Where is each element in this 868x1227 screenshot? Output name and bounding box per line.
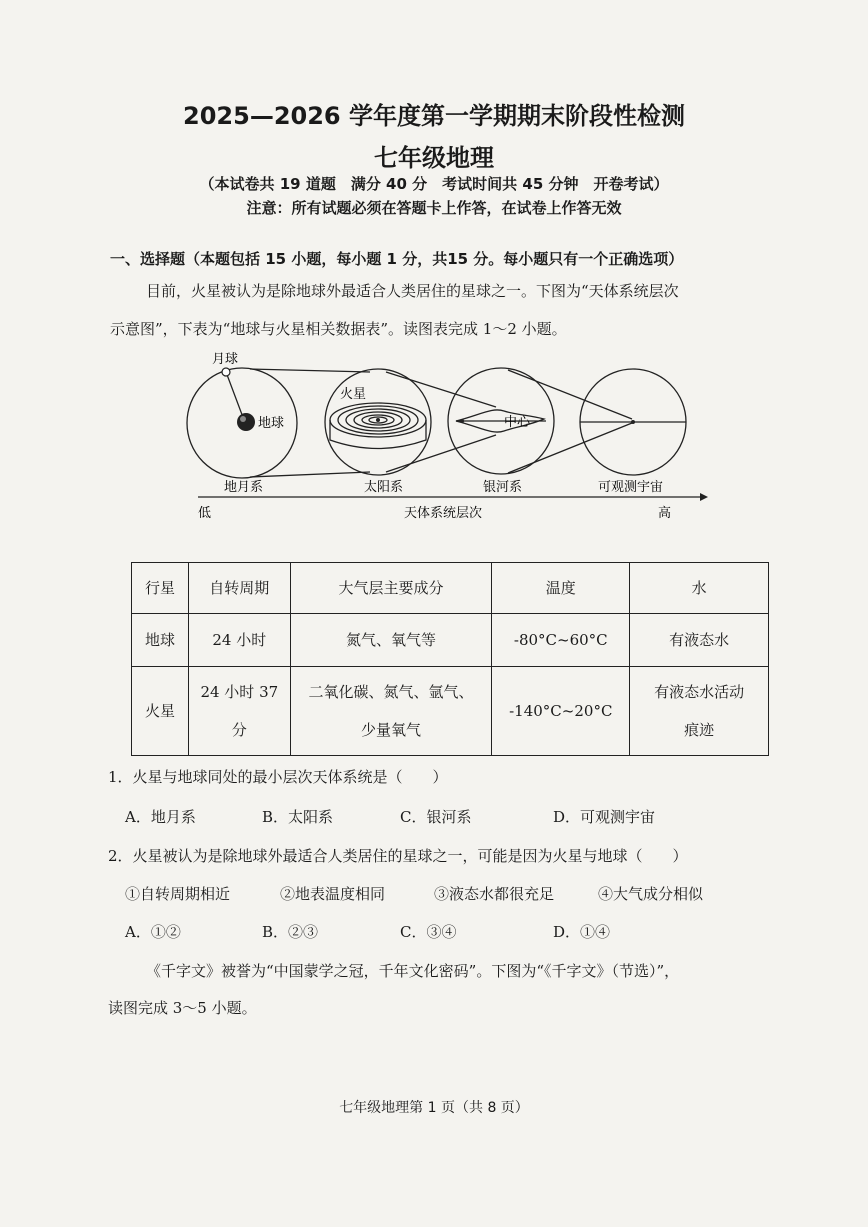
table-cell: 地球 bbox=[132, 614, 189, 667]
question-2-stem: 2．火星被认为是除地球外最适合人类居住的星球之一，可能是因为火星与地球（ ） bbox=[108, 847, 688, 865]
table-cell: 火星 bbox=[132, 667, 189, 756]
exam-info: （本试卷共 19 道题 满分 40 分 考试时间共 45 分钟 开卷考试） bbox=[199, 175, 669, 193]
table-cell: 24 小时 bbox=[188, 614, 290, 667]
axis-low: 低 bbox=[198, 506, 212, 521]
passage-2-line-1: 《千字文》被誉为“中国蒙学之冠，千年文化密码”。下图为“《千字文》（节选）”， bbox=[146, 962, 680, 980]
q2-statement-3: ③液态水都很充足 bbox=[434, 885, 555, 903]
table-cell: 氮气、氧气等 bbox=[290, 614, 492, 667]
page-footer: 七年级地理第 1 页（共 8 页） bbox=[339, 1100, 529, 1116]
cell-line: 分 bbox=[231, 721, 247, 739]
table-cell bbox=[630, 667, 769, 756]
table-cell: 有液态水 bbox=[630, 614, 769, 667]
cell-line: 二氧化碳、氮气、氩气、 bbox=[308, 683, 474, 701]
q1-option-b: B．太阳系 bbox=[262, 808, 334, 826]
passage-2-line-2: 读图完成 3～5 小题。 bbox=[108, 999, 257, 1017]
earth-ball bbox=[237, 413, 255, 431]
axis-high: 高 bbox=[658, 506, 672, 521]
moon-dot bbox=[222, 368, 230, 376]
section-heading: 一、选择题（本题包括 15 小题，每小题 1 分，共15 分。每小题只有一个正确选项） bbox=[110, 250, 684, 268]
cell-line: 痕迹 bbox=[684, 721, 715, 739]
celestial-system-diagram bbox=[180, 345, 710, 525]
label-center: 中心 bbox=[504, 415, 531, 430]
table-row bbox=[132, 667, 769, 756]
q1-option-d: D．可观测宇宙 bbox=[553, 808, 656, 826]
exam-notice bbox=[0, 197, 868, 218]
notice-label: 注意： bbox=[246, 199, 292, 217]
q2-statement-1: ①自转周期相近 bbox=[125, 885, 231, 903]
table-cell: -140°C~20°C bbox=[492, 667, 630, 756]
q2-option-c: C．③④ bbox=[400, 923, 457, 941]
cell-line: 24 小时 37 bbox=[200, 683, 279, 701]
q2-option-b: B．②③ bbox=[262, 923, 319, 941]
table-header-row bbox=[132, 563, 769, 614]
q2-option-a: A．①② bbox=[125, 923, 181, 941]
caption-solar: 太阳系 bbox=[364, 480, 404, 495]
q1-option-c: C．银河系 bbox=[400, 808, 472, 826]
cell-line: 少量氧气 bbox=[361, 721, 422, 739]
q2-statement-4: ④大气成分相似 bbox=[598, 885, 704, 903]
table-header: 大气层主要成分 bbox=[290, 563, 492, 614]
question-1-stem: 1．火星与地球同处的最小层次天体系统是（ ） bbox=[108, 768, 448, 786]
intro-line-2: 示意图”，下表为“地球与火星相关数据表”。读图表完成 1～2 小题。 bbox=[110, 320, 567, 338]
q1-option-a: A．地月系 bbox=[125, 808, 196, 826]
q2-statement-2: ②地表温度相同 bbox=[280, 885, 386, 903]
caption-galaxy: 银河系 bbox=[483, 480, 523, 495]
table-header: 行星 bbox=[132, 563, 189, 614]
table-header: 水 bbox=[630, 563, 769, 614]
table-cell bbox=[188, 667, 290, 756]
q2-option-d: D．①④ bbox=[553, 923, 611, 941]
subject-title: 七年级地理 bbox=[374, 144, 494, 172]
label-mars: 火星 bbox=[340, 387, 367, 402]
earth-mars-table bbox=[131, 562, 769, 756]
cell-line: 有液态水活动 bbox=[654, 683, 745, 701]
table-header: 自转周期 bbox=[188, 563, 290, 614]
caption-earth-moon: 地月系 bbox=[224, 480, 264, 495]
table-header: 温度 bbox=[492, 563, 630, 614]
table-cell bbox=[290, 667, 492, 756]
axis-label: 天体系统层次 bbox=[404, 506, 483, 521]
table-row bbox=[132, 614, 769, 667]
notice-text: 所有试题必须在答题卡上作答，在试卷上作答无效 bbox=[291, 199, 622, 217]
caption-universe: 可观测宇宙 bbox=[598, 480, 664, 495]
intro-line-1: 目前，火星被认为是除地球外最适合人类居住的星球之一。下图为“天体系统层次 bbox=[146, 282, 679, 300]
label-earth: 地球 bbox=[258, 416, 285, 431]
table-cell: -80°C~60°C bbox=[492, 614, 630, 667]
exam-title: 2025—2026 学年度第一学期期末阶段性检测 bbox=[183, 102, 685, 130]
label-moon: 月球 bbox=[212, 352, 239, 367]
